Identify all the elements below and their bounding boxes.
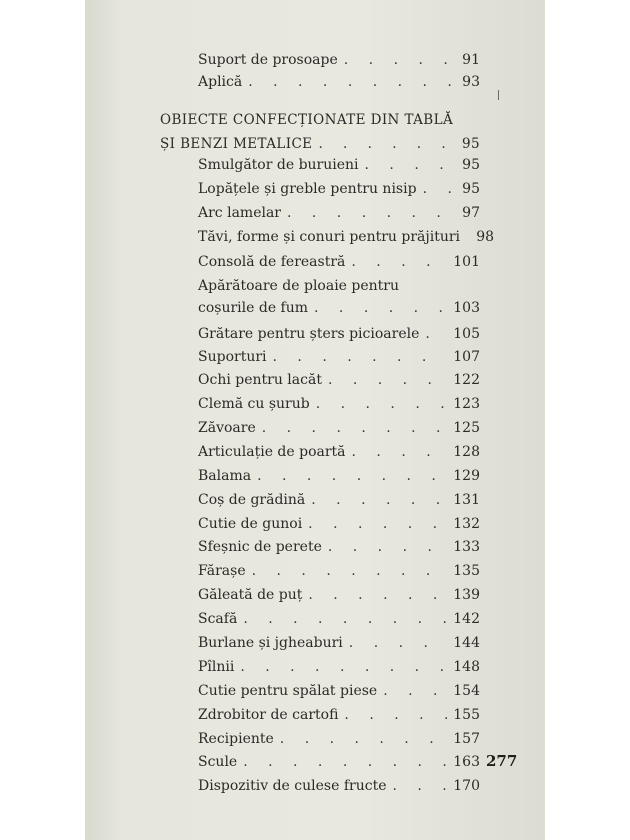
toc-entry-title: Găleată de puț — [198, 587, 303, 603]
toc-entry-title: Zdrobitor de cartofi — [198, 707, 339, 723]
toc-entry — [198, 278, 480, 294]
toc-entry-page: 157 — [453, 731, 480, 747]
toc-entry-page: 163 — [453, 754, 480, 770]
toc-entry — [198, 659, 480, 675]
toc-entry-title: Grătare pentru șters picioarele — [198, 326, 420, 342]
toc-dot-leader — [280, 731, 447, 747]
toc-entry-page: 131 — [453, 492, 480, 508]
toc-dot-leader — [311, 492, 447, 508]
toc-entry-page: 128 — [453, 444, 480, 460]
toc-entry — [198, 754, 480, 770]
toc-entry-page: 91 — [462, 52, 480, 68]
toc-entry-title: Suport de prosoape — [198, 52, 338, 68]
toc-entry-page: 93 — [462, 74, 480, 90]
toc-entry-page: 139 — [453, 587, 480, 603]
toc-entry-page: 132 — [453, 516, 480, 532]
toc-entry — [198, 326, 480, 342]
toc-entry-title: Articulație de poartă — [198, 444, 346, 460]
toc-entry — [198, 635, 480, 651]
toc-dot-leader — [273, 349, 448, 365]
toc-dot-leader — [314, 300, 447, 316]
toc-entry-page: 125 — [453, 420, 480, 436]
toc-entry-page: 105 — [453, 326, 480, 342]
toc-entry — [198, 396, 480, 412]
toc-entry — [198, 229, 495, 245]
toc-entry-title: ȘI BENZI METALICE — [160, 136, 313, 152]
toc-entry — [198, 205, 480, 221]
toc-entry-title: Tăvi, forme și conuri pentru prăjituri — [198, 229, 461, 245]
toc-dot-leader — [328, 372, 447, 388]
toc-entry — [198, 731, 480, 747]
toc-dot-leader — [257, 468, 447, 484]
toc-dot-leader — [351, 254, 447, 270]
toc-entry — [198, 254, 480, 270]
toc-entry-title: Ochi pentru lacăt — [198, 372, 322, 388]
toc-entry — [198, 516, 480, 532]
toc-entry — [198, 611, 480, 627]
toc-dot-leader — [248, 74, 452, 90]
toc-entry-title: Smulgător de buruieni — [198, 157, 359, 173]
toc-entry-title: Cutie pentru spălat piese — [198, 683, 378, 699]
toc-entry-page: 122 — [453, 372, 480, 388]
toc-entry-page: 103 — [453, 300, 480, 316]
toc-entry — [198, 492, 480, 508]
toc-entry-title: Cutie de gunoi — [198, 516, 303, 532]
toc-section-heading — [160, 112, 480, 128]
toc-entry — [198, 74, 480, 90]
toc-dot-leader — [287, 205, 452, 221]
toc-entry-title: Dispozitiv de culese fructe — [198, 778, 387, 794]
toc-dot-leader — [308, 587, 447, 603]
toc-dot-leader — [240, 659, 447, 675]
toc-dot-leader — [243, 611, 447, 627]
toc-entry-page: 142 — [453, 611, 480, 627]
toc-entry — [198, 563, 480, 579]
toc-dot-leader — [423, 181, 452, 197]
toc-dot-leader — [365, 157, 452, 173]
toc-entry-title: Coș de grădină — [198, 492, 306, 508]
toc-dot-leader — [352, 444, 448, 460]
toc-entry — [198, 778, 480, 794]
toc-dot-leader — [344, 52, 452, 68]
toc-dot-leader — [318, 136, 452, 152]
toc-dot-leader — [425, 326, 447, 342]
toc-dot-leader — [383, 683, 447, 699]
toc-dot-leader — [243, 754, 447, 770]
toc-entry — [198, 587, 480, 603]
toc-entry — [198, 52, 480, 68]
toc-dot-leader — [262, 420, 448, 436]
toc-entry-title: OBIECTE CONFECȚIONATE DIN TABLĂ — [160, 112, 454, 128]
toc-entry-title: Recipiente — [198, 731, 274, 747]
toc-dot-leader — [252, 563, 448, 579]
toc-dot-leader — [349, 635, 447, 651]
toc-entry-title: Suporturi — [198, 349, 267, 365]
toc-entry — [198, 181, 480, 197]
toc-entry-page: 148 — [453, 659, 480, 675]
toc-entry — [198, 300, 480, 316]
toc-entry-title: Zăvoare — [198, 420, 256, 436]
toc-entry-page: 135 — [453, 563, 480, 579]
toc-entry-page: 144 — [453, 635, 480, 651]
toc-entry-title: Fărașe — [198, 563, 246, 579]
toc-entry-title: Aplică — [198, 74, 243, 90]
toc-entry-title: Apărătoare de ploaie pentru — [198, 278, 400, 294]
toc-entry-page: 95 — [462, 157, 480, 173]
toc-entry-page: 123 — [453, 396, 480, 412]
toc-entry-title: Lopățele și greble pentru nisip — [198, 181, 417, 197]
toc-entry-title: Consolă de fereastră — [198, 254, 346, 270]
toc-entry-title: Arc lamelar — [198, 205, 281, 221]
toc-entry-page: 133 — [453, 539, 480, 555]
toc-entry-title: coșurile de fum — [198, 300, 309, 316]
toc-entry-page: 97 — [462, 205, 480, 221]
toc-entry-title: Clemă cu șurub — [198, 396, 310, 412]
toc-entry — [198, 707, 480, 723]
toc-dot-leader — [344, 707, 447, 723]
toc-entry-page: 170 — [453, 778, 480, 794]
toc-entry-page: 155 — [453, 707, 480, 723]
toc-dot-leader — [316, 396, 448, 412]
toc-dot-leader — [392, 778, 447, 794]
toc-entry — [198, 420, 480, 436]
toc-entry-page: 101 — [453, 254, 480, 270]
toc-entry — [198, 157, 480, 173]
toc-entry-page: 95 — [462, 181, 480, 197]
toc-entry-title: Balama — [198, 468, 252, 484]
toc-entry-page: 154 — [453, 683, 480, 699]
toc-entry-page: 129 — [453, 468, 480, 484]
toc-entry-title: Sfeșnic de perete — [198, 539, 322, 555]
page-number: 277 — [486, 752, 518, 770]
toc-entry — [198, 372, 480, 388]
toc-entry-title: Scule — [198, 754, 238, 770]
toc-entry-title: Scafă — [198, 611, 238, 627]
toc-entry-page: 107 — [453, 349, 480, 365]
toc-entry — [198, 349, 480, 365]
toc-entry — [198, 468, 480, 484]
toc-dot-leader — [328, 539, 447, 555]
toc-entry — [198, 539, 480, 555]
toc-entry-title: Burlane și jgheaburi — [198, 635, 343, 651]
toc-dot-leader — [308, 516, 447, 532]
toc-entry-page: 95 — [462, 136, 480, 152]
toc-section-heading — [160, 136, 480, 152]
toc-entry-page: 98 — [476, 229, 495, 245]
toc-entry — [198, 444, 480, 460]
toc-entry-title: Pîlnii — [198, 659, 235, 675]
toc-entry — [198, 683, 480, 699]
